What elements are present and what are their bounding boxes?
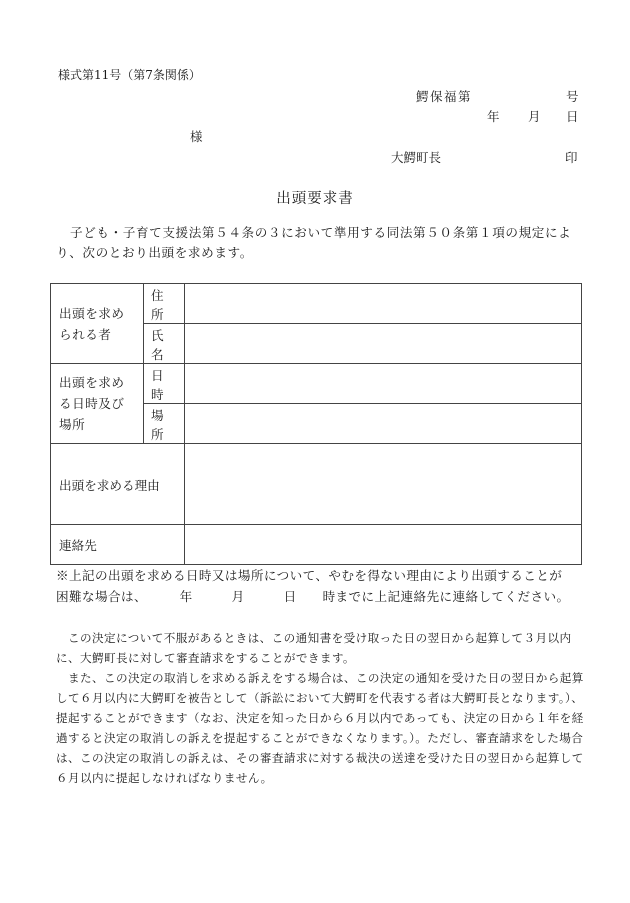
date-month: 月 — [528, 109, 541, 124]
appeal-paragraph-1: この決定について不服があるときは、この通知書を受け取った日の翌日から起算して３月以内に、大鰐町長に対して審査請求をすることができます。 — [56, 631, 572, 665]
addressee-honorific: 様 — [190, 129, 203, 144]
date-day: 日 — [566, 109, 579, 124]
table-row — [51, 364, 582, 404]
datetime-label: 日時 — [144, 364, 185, 404]
contact-field[interactable] — [185, 525, 582, 565]
form-number: 様式第11号（第7条関係） — [58, 68, 201, 82]
note-line-2: 困難な場合は、 年 月 日 時までに上記連絡先に連絡してください。 — [56, 589, 570, 604]
issuer-name: 大鰐町長 — [391, 150, 442, 165]
reason-field[interactable] — [185, 444, 582, 525]
date-year: 年 — [487, 109, 500, 124]
reason-label: 出頭を求める理由 — [51, 444, 185, 525]
intro-paragraph: 子ども・子育て支援法第５４条の３において準用する同法第５０条第１項の規定により、次のとおり出頭を求めます。 — [56, 225, 572, 260]
address-field[interactable] — [185, 284, 582, 324]
table-row — [51, 525, 582, 565]
contact-label: 連絡先 — [51, 525, 185, 565]
datetime-group-label: 出頭を求める日時及び場所 — [51, 364, 144, 444]
request-form-table — [50, 283, 582, 565]
name-label: 氏名 — [144, 324, 185, 364]
seal-mark: 印 — [565, 150, 578, 165]
person-group-label: 出頭を求められる者 — [51, 284, 144, 364]
place-label: 場所 — [144, 404, 185, 444]
note-line-1: ※上記の出頭を求める日時又は場所について、やむを得ない理由により出頭することが — [56, 568, 563, 583]
name-field[interactable] — [185, 324, 582, 364]
appeal-paragraph-2: また、この決定の取消しを求める訴えをする場合は、この決定の通知を受けた日の翌日から起算して６月以内に大鰐町を被告として（訴訟において大鰐町を代表する者は大鰐町長となります。）、提起することができます（なお、決定を知った日から６月以内であっても、決定の日から１年を経過すると決定の取消しの訴えを提起することができなくなります。）。ただし、審査請求をした場合は、この決定の取消しの訴えは、その審査請求に対する裁決の送達を受けた日の翌日から起算して６月以内に提起しなければなりません。 — [56, 671, 584, 785]
document-number: 鰐保福第 — [416, 89, 473, 104]
document-title: 出頭要求書 — [276, 191, 354, 207]
appeal-notice — [56, 628, 584, 788]
address-label: 住所 — [144, 284, 185, 324]
table-row — [51, 444, 582, 525]
place-field[interactable] — [185, 404, 582, 444]
document-number-suffix: 号 — [566, 89, 579, 104]
datetime-field[interactable] — [185, 364, 582, 404]
table-row — [51, 284, 582, 324]
